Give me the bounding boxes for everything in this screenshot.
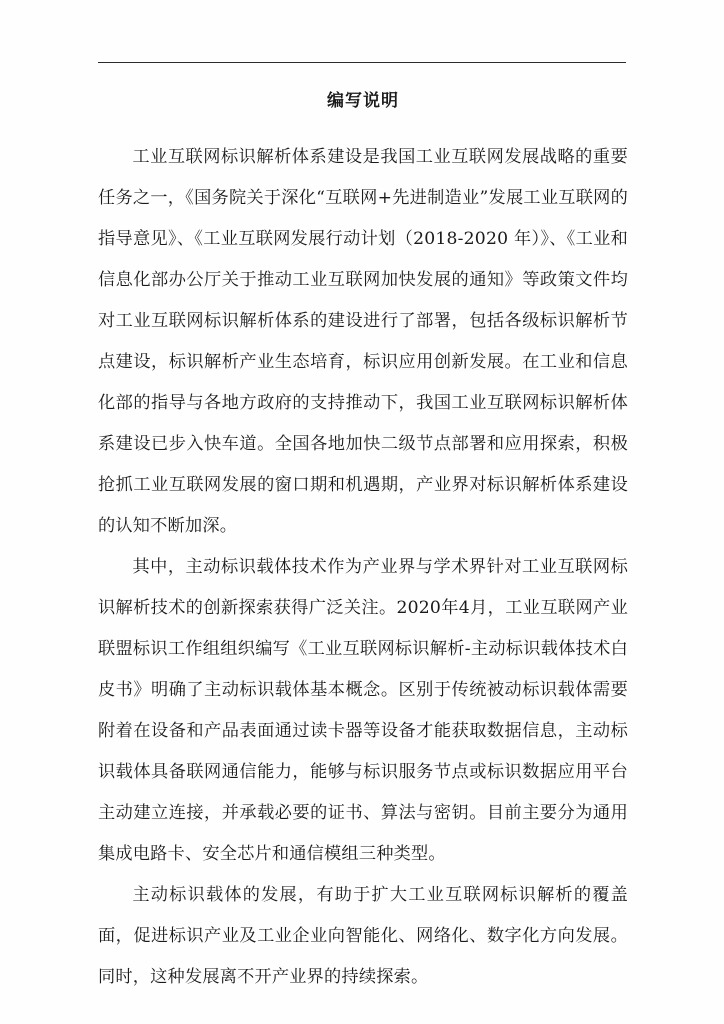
body-paragraph-2: 其中，主动标识载体技术作为产业界与学术界针对工业互联网标识解析技术的创新探索获得广泛关注。2020年4月，工业互联网产业联盟标识工作组组织编写《工业互联网标识解析-主动标识载体技术白皮书》明确了主动标识载体基本概念。区别于传统被动标识载体需要附着在设备和产品表面通过读卡器等设备才能获取数据信息，主动标识载体具备联网通信能力，能够与标识服务节点或标识数据应用平台主动建立连接，并承载必要的证书、算法与密钥。目前主要分为通用集成电路卡、安全芯片和通信模组三种类型。: [98, 557, 628, 864]
header-divider: [98, 62, 626, 63]
document-content: [98, 86, 628, 998]
body-paragraph-3: 主动标识载体的发展，有助于扩大工业互联网标识解析的覆盖面，促进标识产业及工业企业向智能化、网络化、数字化方向发展。同时，这种发展离不开产业界的持续探索。: [98, 885, 628, 987]
page-title: 编写说明: [327, 91, 399, 111]
body-paragraph-1: 工业互联网标识解析体系建设是我国工业互联网发展战略的重要任务之一，《国务院关于深化“互联网+先进制造业”发展工业互联网的指导意见》、《工业互联网发展行动计划（2018-2020 年）》、《工业和信息化部办公厅关于推动工业互联网加快发展的通知》等政策文件均对工业互联网标识解析体系的建设进行了部署，包括各级标识解析节点建设，标识解析产业生态培育，标识应用创新发展。在工业和信息化部的指导与各地方政府的支持推动下，我国工业互联网标识解析体系建设已步入快车道。全国各地加快二级节点部署和应用探索，积极抢抓工业互联网发展的窗口期和机遇期，产业界对标识解析体系建设的认知不断加深。: [98, 147, 628, 536]
